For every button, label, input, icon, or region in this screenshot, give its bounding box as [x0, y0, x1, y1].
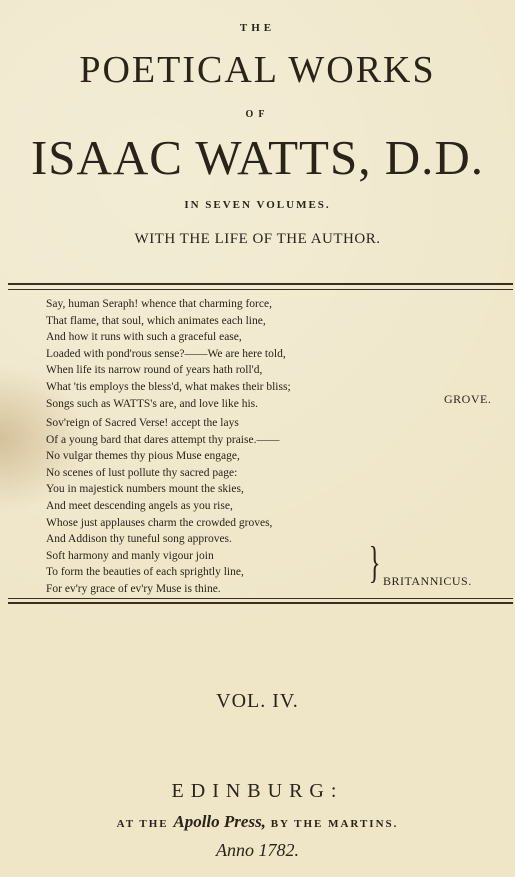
verse-line: Loaded with pond'rous sense?——We are here told, — [46, 347, 286, 360]
verse-line: And how it runs with such a graceful ease, — [46, 331, 242, 344]
life-of-author: WITH THE LIFE OF THE AUTHOR. — [134, 231, 381, 247]
verse-line: That flame, that soul, which animates each line, — [46, 314, 266, 327]
epigraph-grove — [46, 296, 291, 412]
title-the: THE — [239, 22, 276, 34]
verse-line: You in majestick numbers mount the skies, — [46, 483, 244, 496]
verse-line: To form the beauties of each sprightly line, — [46, 566, 244, 579]
verse-line: No scenes of lust pollute thy sacred page: — [46, 466, 238, 479]
verse-line: What 'tis employs the bless'd, what makes their bliss; — [46, 380, 291, 393]
top-rule-thick — [8, 283, 513, 285]
title-of: OF — [245, 109, 270, 120]
imprint-by: BY THE MARTINS. — [270, 818, 399, 830]
verse-line: Songs such as WATTS's are, and love like his. — [46, 397, 259, 410]
author-name: ISAAC WATTS, D.D. — [30, 130, 485, 185]
bottom-rule-thin — [8, 598, 513, 599]
volume-count: IN SEVEN VOLUMES. — [184, 199, 331, 211]
verse-line: And Addison thy tuneful song approves. — [46, 533, 232, 546]
epigraph-britannicus — [46, 415, 279, 598]
top-rule-thin — [8, 289, 513, 290]
imprint-at-the: AT THE — [116, 818, 169, 830]
attribution-britannicus: BRITANNICUS. — [383, 574, 472, 588]
imprint-city: EDINBURG: — [171, 780, 344, 802]
bottom-rule-thick — [8, 602, 513, 604]
verse-line: Whose just applauses charm the crowded groves, — [46, 516, 273, 529]
verse-line: Say, human Seraph! whence that charming force, — [46, 298, 272, 310]
verse-line: When life its narrow round of years hath roll'd, — [46, 364, 263, 377]
press-name: Apollo Press, — [173, 812, 266, 831]
verse-line: Sov'reign of Sacred Verse! accept the lays — [46, 417, 239, 429]
verse-line: And meet descending angels as you rise, — [46, 499, 233, 512]
volume-number: VOL. IV. — [216, 690, 299, 712]
imprint-press — [0, 812, 515, 832]
verse-line: Soft harmony and manly vigour join — [46, 549, 214, 562]
brace-mark: } — [368, 538, 381, 587]
verse-line: For ev'ry grace of ev'ry Muse is thine. — [46, 582, 221, 595]
verse-line: No vulgar themes thy pious Muse engage, — [46, 450, 240, 463]
book-title: POETICAL WORKS — [79, 49, 436, 91]
attribution-grove: GROVE. — [444, 392, 492, 406]
imprint-date: Anno 1782. — [216, 840, 299, 860]
verse-line: Of a young bard that dares attempt thy praise.—— — [46, 433, 280, 446]
